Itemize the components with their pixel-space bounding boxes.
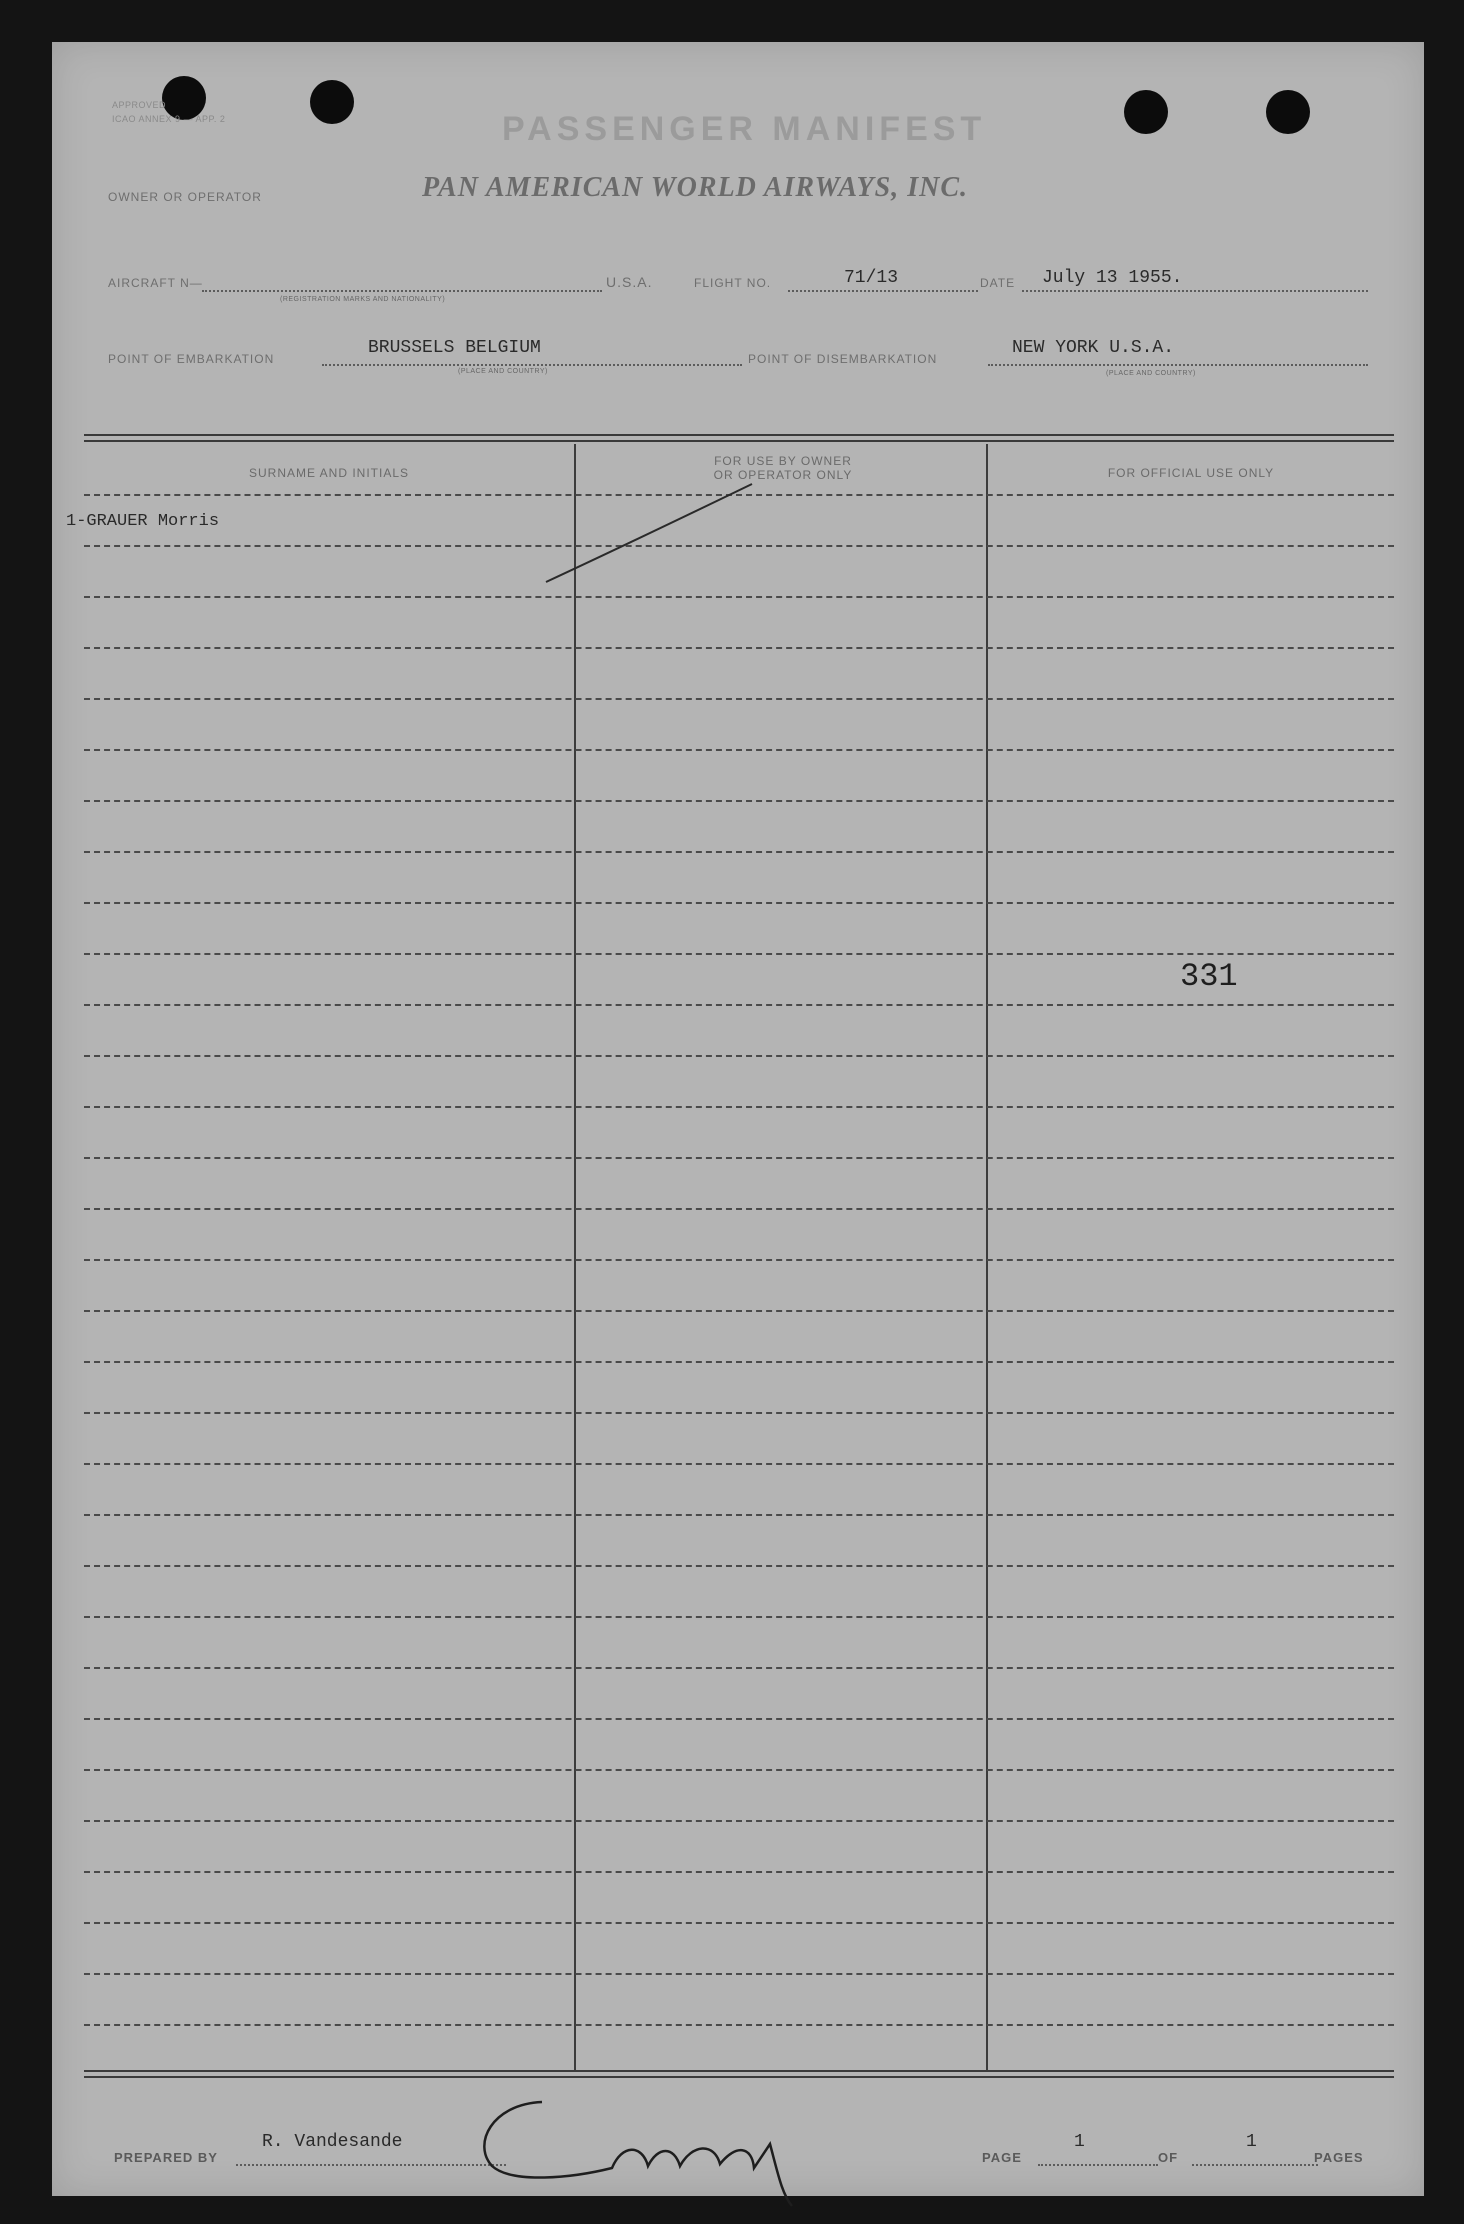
prepared-by-value: R. Vandesande (262, 2132, 403, 2152)
embarkation-value: BRUSSELS BELGIUM (368, 338, 541, 358)
disembarkation-value: NEW YORK U.S.A. (1012, 338, 1175, 358)
punch-hole (310, 80, 354, 124)
row-line (84, 1055, 1394, 1057)
row-line (84, 902, 1394, 904)
of-value: 1 (1246, 2132, 1257, 2152)
embarkation-sublabel: (PLACE AND COUNTRY) (458, 368, 548, 375)
row-line (84, 1361, 1394, 1363)
column-divider (574, 444, 576, 2070)
row-line (84, 1820, 1394, 1822)
row-line (84, 1106, 1394, 1108)
disembarkation-underline (988, 364, 1368, 366)
row-line (84, 2024, 1394, 2026)
table-bottom-rule (84, 2070, 1394, 2072)
row-line (84, 1157, 1394, 1159)
embarkation-underline (322, 364, 742, 366)
page-value: 1 (1074, 2132, 1085, 2152)
row-line (84, 647, 1394, 649)
of-underline (1192, 2164, 1318, 2166)
row-line (84, 851, 1394, 853)
official-number: 331 (1180, 958, 1238, 995)
date-label: DATE (980, 276, 1016, 290)
passenger-entry: 1-GRAUER Morris (66, 512, 220, 531)
table-top-rule (84, 440, 1394, 442)
table-bottom-rule (84, 2076, 1394, 2078)
owner-value: PAN AMERICAN WORLD AIRWAYS, INC. (422, 172, 969, 203)
column-header-surname: SURNAME AND INITIALS (248, 466, 410, 480)
signature (452, 2084, 832, 2214)
page-label: PAGE (982, 2150, 1022, 2165)
column-divider (986, 444, 988, 2070)
row-line (84, 1871, 1394, 1873)
row-line (84, 1922, 1394, 1924)
aircraft-nationality: U.S.A. (606, 274, 653, 290)
date-value: July 13 1955. (1042, 268, 1183, 288)
aircraft-label: AIRCRAFT N— (108, 276, 203, 290)
flight-value: 71/13 (844, 268, 899, 288)
row-line (84, 698, 1394, 700)
row-line (84, 800, 1394, 802)
form-title: PASSENGER MANIFEST (502, 110, 987, 148)
row-line (84, 1310, 1394, 1312)
row-line (84, 1718, 1394, 1720)
column-header-owner-use-line2: OR OPERATOR ONLY (713, 468, 853, 482)
row-line (84, 1208, 1394, 1210)
row-line (84, 749, 1394, 751)
row-line (84, 1616, 1394, 1618)
punch-hole (1124, 90, 1168, 134)
page-underline (1038, 2164, 1158, 2166)
pen-stroke (542, 462, 782, 592)
row-line (84, 953, 1394, 955)
aircraft-underline (202, 290, 602, 292)
row-line (84, 1769, 1394, 1771)
flight-label: FLIGHT NO. (694, 276, 772, 290)
disembarkation-sublabel: (PLACE AND COUNTRY) (1106, 370, 1196, 377)
prepared-by-label: PREPARED BY (114, 2150, 218, 2165)
flight-underline (788, 290, 978, 292)
embarkation-label: POINT OF EMBARKATION (108, 352, 275, 366)
row-line (84, 596, 1394, 598)
disembarkation-label: POINT OF DISEMBARKATION (748, 352, 938, 366)
row-line (84, 1259, 1394, 1261)
row-line (84, 1463, 1394, 1465)
of-label: OF (1158, 2150, 1179, 2165)
approval-note: APPROVED (112, 100, 167, 110)
row-line (84, 1412, 1394, 1414)
column-header-official-use: FOR OFFICIAL USE ONLY (1107, 466, 1275, 480)
owner-label: OWNER OR OPERATOR (108, 190, 262, 204)
row-line (84, 1667, 1394, 1669)
column-header-owner-use-line1: FOR USE BY OWNER (714, 454, 852, 468)
punch-hole (1266, 90, 1310, 134)
table-top-rule (84, 434, 1394, 436)
approval-note-annex: ICAO ANNEX 9 — APP. 2 (112, 114, 226, 124)
row-line (84, 1565, 1394, 1567)
manifest-sheet (52, 42, 1424, 2196)
date-underline (1022, 290, 1368, 292)
row-line (84, 1004, 1394, 1006)
pages-label: PAGES (1314, 2150, 1364, 2165)
row-line (84, 1973, 1394, 1975)
aircraft-sublabel: (REGISTRATION MARKS AND NATIONALITY) (280, 296, 446, 303)
row-line (84, 1514, 1394, 1516)
